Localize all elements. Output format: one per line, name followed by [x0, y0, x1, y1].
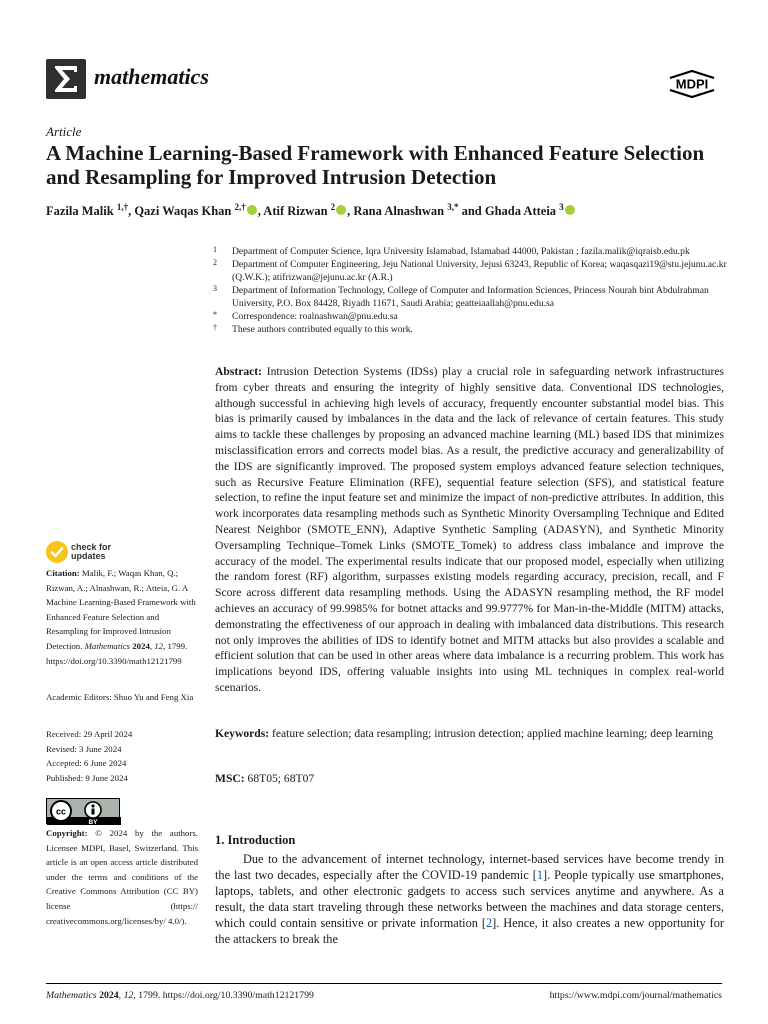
affiliation-marker: † — [213, 323, 217, 332]
cc-by-license-badge[interactable] — [46, 798, 120, 824]
mdpi-logo-icon — [664, 70, 720, 98]
affiliation-marker: 3 — [213, 284, 217, 293]
citation-doi: , 1799. https://doi.org/10.3390/math12121799 — [46, 640, 188, 666]
abstract-text: Intrusion Detection Systems (IDSs) play a crucial role in safeguarding network infrastructures from cyber threats and ensuring the integrity of highly sensitive data. Conventional IDS technologies, although successful in achieving high levels of accuracy, frequently encounter substantial model bias. This bias is primarily caused by imbalances in the data and the lack of relevance of certain features. This study aims to tackle these challenges by proposing an advanced machine learning (ML) based IDS that minimizes misclassification errors and corrects model bias. As a result, the predictive accuracy and generalizability of the IDS are significantly improved. The proposed system employs advanced feature selection techniques, such as Recursive Feature Elimination (RFE), sequential feature selection (SFS), and statistical feature selection, to refine the input feature set and minimize the impact of non-predictive attributes. In addition, this work incorporates data resampling methods such as Synthetic Minority Oversampling Technique and Edited Nearest Neighbor (SMOTE_ENN), Adaptive Synthetic Sampling (ADASYN), and Synthetic Minority Oversampling Technique–Tomek Links (SMOTE_Tomek) to address class imbalance and improve the accuracy of the model. The experimental results indicate that our proposed model, especially when utilizing the random forest (RF) algorithm, surpasses existing models regarding accuracy, precision, recall, and F Score across different data resampling methods. Using the ADASYN resampling method, the RF model achieves an accuracy of 99.9985% for botnet attacks and 99.9777% for Man-in-the-Middle (MITM) attacks, demonstrating the effectiveness of our approach in dealing with imbalanced data distributions. This research not only improves the abilities of IDS to identify botnet and MITM attacks but also provides a scalable and efficient solution that can be used in other areas where data imbalance is a recurring problem. This work has implications beyond IDS, offering valuable insights into using ML techniques in complex real-world scenarios. — [215, 365, 724, 694]
author-affiliation-marker: 1,† — [116, 202, 129, 212]
publisher-name: MDPI — [675, 76, 709, 92]
author-affiliation-marker: 3,* — [447, 202, 459, 212]
msc-text: 68T05; 68T07 — [247, 772, 315, 785]
academic-editors: Academic Editors: Shuo Yu and Feng Xia — [46, 692, 194, 702]
citation-volume: 12 — [154, 640, 164, 651]
publication-dates — [46, 727, 198, 785]
article-title: A Machine Learning-Based Framework with Enhanced Feature Selection and Resampling for Improved Intrusion Detection — [46, 141, 705, 189]
date-accepted: Accepted: 6 June 2024 — [46, 758, 127, 769]
affiliation-item — [210, 258, 730, 284]
affiliations — [210, 245, 730, 336]
sigma-icon — [46, 59, 86, 99]
author-affiliation-marker: 2,† — [234, 202, 246, 212]
author-name: Atif Rizwan — [263, 204, 328, 219]
affiliation-marker: * — [213, 310, 217, 319]
footer-divider — [46, 983, 722, 984]
affiliation-item — [210, 245, 730, 258]
journal-url-link[interactable]: https://www.mdpi.com/journal/mathematics — [549, 990, 722, 1001]
journal-name: mathematics — [94, 64, 209, 89]
citation-year: 2024 — [132, 640, 150, 651]
introduction-paragraph — [215, 851, 724, 947]
orcid-icon[interactable] — [565, 205, 575, 215]
citation-journal: Mathematics — [84, 640, 131, 651]
date-published: Published: 9 June 2024 — [46, 772, 128, 783]
author-name: Fazila Malik — [46, 204, 114, 219]
affiliation-text: Correspondence: roalnashwan@pnu.edu.sa — [232, 311, 398, 322]
affiliation-item — [210, 323, 730, 336]
author-name: Rana Alnashwan — [353, 204, 445, 219]
reference-link[interactable]: 1 — [536, 868, 543, 882]
date-revised: Revised: 3 June 2024 — [46, 743, 122, 754]
orcid-icon[interactable] — [247, 205, 257, 215]
author-affiliation-marker: 3 — [559, 202, 564, 212]
author-name: Qazi Waqas Khan — [134, 204, 232, 219]
affiliation-item — [210, 284, 730, 310]
citation-text: Malik, F.; Waqas Khan, Q.; Rizwan, A.; Alnashwan, R.; Atteia, G. A Machine Learning-Based Framework with Enhanced Feature Selection and Resampling for Improved Intrusion Detection. — [46, 568, 196, 651]
abstract-label: Abstract: — [215, 365, 263, 378]
keywords — [215, 726, 724, 742]
msc — [215, 772, 314, 785]
keywords-text: feature selection; data resampling; intrusion detection; applied machine learning; deep learning — [272, 727, 714, 740]
reference-link[interactable]: 2 — [485, 916, 493, 930]
affiliation-marker: 1 — [213, 245, 217, 254]
copyright-text: © 2024 by the authors. Licensee MDPI, Basel, Switzerland. This article is an open access article distributed under the terms and conditions of the Creative Commons Attribution (CC BY) license (https:// creativecommons.org/licenses/by/ 4.0/). — [46, 828, 199, 926]
affiliation-text: These authors contributed equally to this work. — [232, 324, 413, 335]
affiliation-text: Department of Computer Engineering, Jeju National University, Jejusi 63243, Republic of Korea; waqasqazi19@stu.jejunu.ac.kr (Q.W.K.); atifrizwan@jejunu.ac.kr (A.R.) — [232, 259, 727, 283]
check-for-updates-label: check for updates — [71, 542, 112, 561]
citation: Citation: Malik, F.; Waqas Khan, Q.; Rizwan, A.; Alnashwan, R.; Atteia, G. A Machine Learning-Based Framework with Enhanced Feature Selection and Resampling for Improved Intrusion Detection. Mathematics 2024, 12, 1799. https://doi.org/10.3390/math12121799 — [46, 568, 196, 666]
check-for-updates-button[interactable] — [46, 541, 126, 565]
msc-label: MSC: — [215, 772, 245, 785]
copyright — [46, 826, 198, 928]
article-type: Article — [46, 124, 82, 139]
introduction-text: ]. People typically use smartphones, laptops, tablets, and other electronic gadgets to access such services anytime and anywhere. As a result, the data start traveling through these networks between the machines and data storage centers, which could contain sensitive or private information [ — [215, 868, 724, 930]
author-name: Ghada Atteia — [484, 204, 557, 219]
citation-label: Citation: — [46, 568, 80, 578]
abstract — [215, 364, 724, 696]
author-list: Fazila Malik $^{1,\dagger}$, Qazi Waqas Khan $^{2,\dagger}$ , Atif Rizwan $^2$ , Rana Alnashwan $^{3,*}$ and Ghada Atteia $^3$ — [46, 202, 736, 219]
section-heading-introduction: 1. Introduction — [215, 833, 296, 847]
journal-logo — [46, 59, 86, 99]
author-affiliation-marker: 2 — [330, 202, 336, 212]
introduction-text: ]. Hence, it also creates a new opportunity for the attackers to break the — [215, 916, 725, 946]
introduction-text: Due to the advancement of internet technology, internet-based services have become trendy in the last two decades, especially after the COVID-19 pandemic [ — [215, 852, 724, 882]
footer-citation: Mathematics 2024, 12, 1799. https://doi.org/10.3390/math12121799 — [46, 990, 314, 1001]
date-received: Received: 29 April 2024 — [46, 729, 133, 739]
orcid-icon[interactable] — [336, 205, 346, 215]
affiliation-marker: 2 — [213, 258, 217, 267]
affiliation-text: Department of Computer Science, Iqra University Islamabad, Islamabad 44000, Pakistan ; fazila.malik@iqraisb.edu.pk — [232, 246, 690, 257]
keywords-label: Keywords: — [215, 727, 270, 740]
affiliation-item — [210, 310, 730, 323]
cc-by-label: BY — [88, 818, 98, 825]
svg-text:cc: cc — [55, 806, 67, 817]
check-icon — [46, 541, 68, 563]
copyright-label: Copyright: — [46, 828, 88, 838]
affiliation-text: Department of Information Technology, College of Computer and Information Sciences, Princess Nourah bint Abdulrahman University, P.O. Box 84428, Riyadh 11671, Saudi Arabia; geatteiaallah@pnu.edu.sa — [232, 285, 709, 309]
